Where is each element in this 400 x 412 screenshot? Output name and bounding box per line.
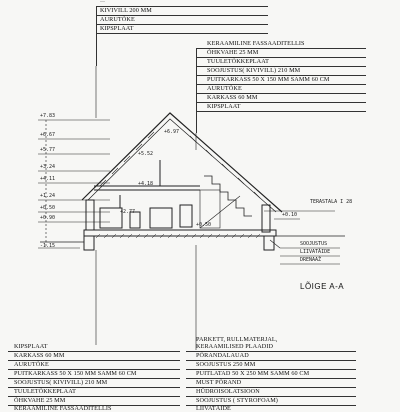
level-0-90: +0.90 — [40, 215, 56, 221]
level-1-24: +1.24 — [40, 193, 56, 199]
bottom-left-layer-5: SOOJUSTUS( KIVIVILL) 210 MM — [14, 379, 108, 386]
section-title: LÕIGE A-A — [300, 282, 345, 291]
ground-label-insulation: SOOJUSTUS — [300, 241, 328, 247]
ground-label-drainage: DRENAAŽ — [300, 257, 322, 263]
top-right-layer-5: PUITKARKASS 50 X 150 MM SAMM 60 CM — [207, 76, 330, 83]
bottom-left-layer-4: PUITKARKASS 50 X 150 MM SAMM 60 CM — [14, 370, 137, 377]
top-left-layer-1: KIVIVILL 200 MM — [100, 7, 152, 14]
top-right-layer-1: KERAAMILINE FASSAADITELLIS — [207, 40, 305, 47]
level-7-83: +7.83 — [40, 113, 56, 119]
beam-label: TERASTALA I 28 — [310, 199, 353, 205]
top-right-layer-8: KIPSPLAAT — [207, 103, 241, 110]
bottom-right-layer-9: LIIVATÄIDE — [196, 405, 231, 412]
top-right-layer-7: KARKASS 60 MM — [207, 94, 258, 101]
top-left-layer-2: AURUTÕKE — [100, 16, 135, 23]
bottom-right-layer-5: PUITLATAD 50 X 250 MM SAMM 60 CM — [196, 370, 310, 377]
level-0-50: +0.50 — [40, 205, 56, 211]
bottom-left-layer-2: KARKASS 60 MM — [14, 352, 65, 359]
level-minus-1-15: -1.15 — [40, 243, 56, 249]
cut-off-layer: — — [100, 0, 106, 5]
top-right-layer-2: ÕHKVAHE 25 MM — [207, 49, 259, 56]
bottom-left-layer-1: KIPSPLAAT — [14, 343, 48, 350]
top-right-layer-3: TUULETÕKKEPLAAT — [207, 58, 269, 65]
bottom-right-layer-8: SOOJUSTUS ( STYROFOAM) — [196, 397, 278, 404]
top-left-layer-3: KIPSPLAAT — [100, 25, 134, 32]
level-5-77: +5.77 — [40, 147, 56, 153]
level-6-67: +6.67 — [40, 132, 56, 138]
bottom-right-layer-3: PÕRANDALAUAD — [196, 352, 249, 359]
bottom-right-layer-6: MUST PÕRAND — [196, 379, 242, 386]
top-right-layer-4: SOOJUSTUS( KIVIVILL) 210 MM — [207, 67, 301, 74]
level-2-77: +2.77 — [120, 209, 136, 215]
level-4-18: +4.18 — [138, 181, 154, 187]
bottom-left-layer-8: KERAAMILINE FASSAADITELLIS — [14, 405, 112, 412]
ground-label-sand: LIIVATÄIDE — [300, 249, 331, 255]
bottom-left-layer-7: ÕHKVAHE 25 MM — [14, 397, 66, 404]
level-5-52: +5.52 — [138, 151, 154, 157]
top-right-layer-6: AURUTÕKE — [207, 85, 242, 92]
bottom-right-layer-2: KERAAMILISED PLAADID — [196, 343, 274, 350]
level-3-24: +3.24 — [40, 164, 56, 170]
bottom-left-layer-3: AURUTÕKE — [14, 361, 49, 368]
right-level: +0.10 — [282, 212, 298, 218]
level-6-97: +6.97 — [164, 129, 180, 135]
level-0-50-inner: +0.50 — [196, 222, 212, 228]
bottom-right-layer-4: SOOJUSTUS 250 MM — [196, 361, 256, 368]
bottom-left-layer-6: TUULETÕKKEPLAAT — [14, 388, 76, 395]
bottom-right-layer-1: PARKETT, RULLMATERJAL, — [196, 336, 278, 343]
bottom-right-layer-7: HÜDROISOLATSIOON — [196, 388, 260, 395]
level-4-11: +4.11 — [40, 176, 56, 182]
